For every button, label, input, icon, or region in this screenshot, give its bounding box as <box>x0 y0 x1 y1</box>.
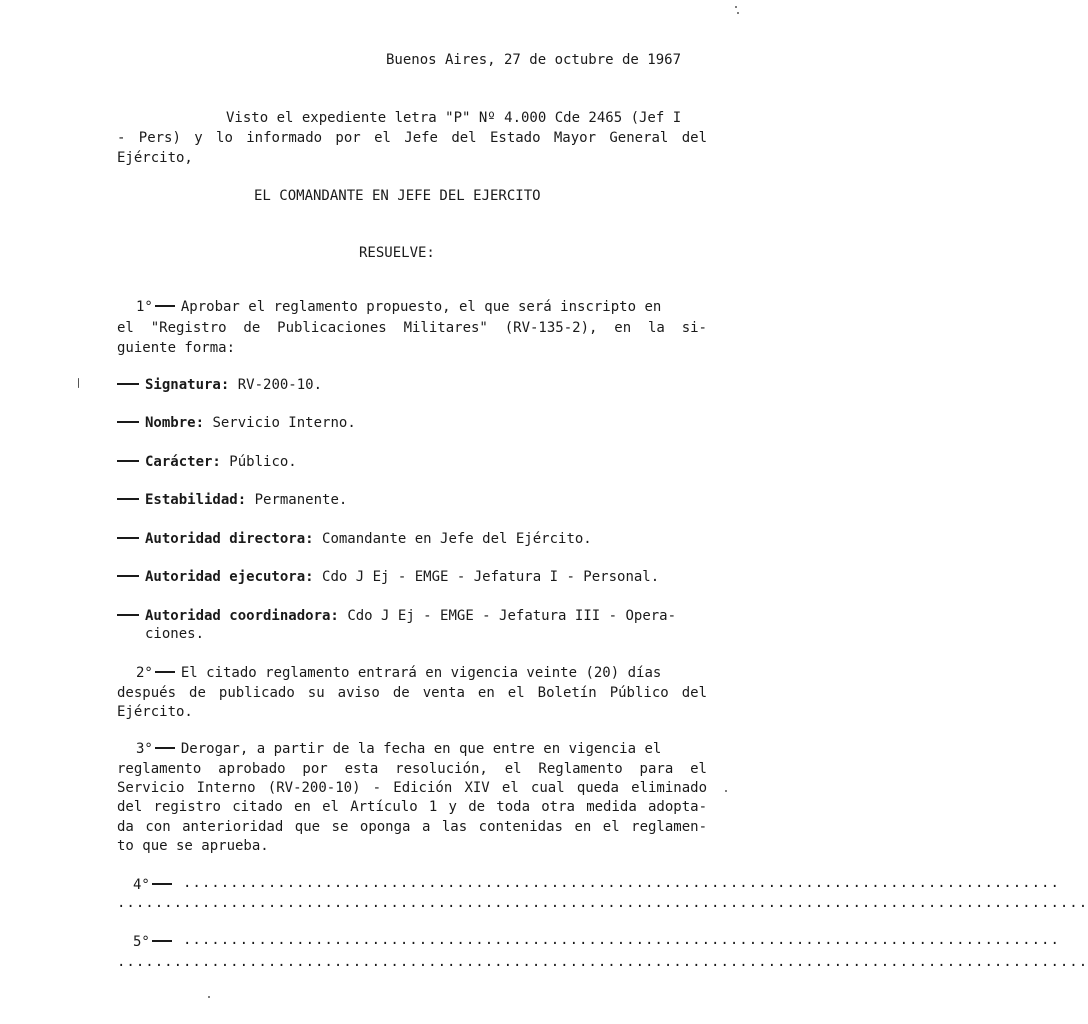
scan-speck <box>735 6 737 8</box>
article-3-line-4: del registro citado en el Artículo 1 y de toda otra medida adopta- <box>117 799 707 815</box>
article-2-text: El citado reglamento entrará en vigencia veinte (20) días <box>180 665 662 681</box>
field-estabilidad <box>117 490 347 510</box>
authority-heading: EL COMANDANTE EN JEFE DEL EJERCITO <box>254 188 541 204</box>
em-dash <box>117 421 139 423</box>
em-dash <box>117 460 139 462</box>
field-label: Nombre: <box>145 415 205 431</box>
em-dash <box>155 671 175 673</box>
article-3-text: Derogar, a partir de la fecha en que entre en vigencia el <box>180 741 662 757</box>
article-3-line-3: Servicio Interno (RV-200-10) - Edición XIV el cual queda eliminado <box>117 780 707 796</box>
article-3-first-line <box>136 739 661 759</box>
field-autoridad-directora <box>117 529 592 549</box>
field-label: Autoridad coordinadora: <box>145 608 339 624</box>
field-value: Comandante en Jefe del Ejército. <box>322 531 592 547</box>
article-2-first-line <box>136 663 661 683</box>
scan-speck <box>737 12 739 14</box>
article-number: 2° <box>136 665 153 681</box>
resolve-heading: RESUELVE: <box>359 245 435 261</box>
preamble-line-1: Visto el expediente letra "P" Nº 4.000 Cde 2465 (Jef I <box>226 110 682 126</box>
article-number: 4° <box>133 877 150 893</box>
article-3-line-2: reglamento aprobado por esta resolución, el Reglamento para el <box>117 761 707 777</box>
scan-speck <box>208 996 210 998</box>
field-autoridad-coordinadora-cont: ciones. <box>145 626 205 642</box>
article-3-line-6: to que se aprueba. <box>117 838 269 854</box>
article-1-line-2: el "Registro de Publicaciones Militares" (RV-135-2), en la si- <box>117 320 707 336</box>
field-value: Cdo J Ej - EMGE - Jefatura III - Opera- <box>347 608 677 624</box>
dotted-fill: ....................................................................................................... <box>117 895 1088 911</box>
em-dash <box>117 498 139 500</box>
field-label: Signatura: <box>145 377 230 393</box>
field-label: Carácter: <box>145 454 221 470</box>
field-autoridad-coordinadora <box>117 606 676 626</box>
scan-speck <box>78 378 79 388</box>
em-dash <box>117 537 139 539</box>
article-3-line-5: da con anterioridad que se oponga a las contenidas en el reglamen- <box>117 819 707 835</box>
field-label: Autoridad directora: <box>145 531 314 547</box>
article-2-line-2: después de publicado su aviso de venta en el Boletín Público del <box>117 685 707 701</box>
field-value: Cdo J Ej - EMGE - Jefatura I - Personal. <box>322 569 660 585</box>
em-dash <box>117 575 139 577</box>
field-value: RV-200-10. <box>237 377 323 393</box>
article-number: 3° <box>136 741 153 757</box>
field-label: Autoridad ejecutora: <box>145 569 314 585</box>
article-4-first-line <box>133 875 178 895</box>
field-label: Estabilidad: <box>145 492 247 508</box>
em-dash <box>155 305 175 307</box>
article-1-line-3: guiente forma: <box>117 340 236 356</box>
field-caracter <box>117 452 297 472</box>
em-dash <box>152 883 172 885</box>
article-number: 1° <box>136 299 153 315</box>
article-1-first-line <box>136 297 661 317</box>
dotted-fill: ............................................................................................. <box>183 875 1060 891</box>
em-dash <box>117 383 139 385</box>
em-dash <box>152 940 172 942</box>
em-dash <box>117 614 139 616</box>
scan-speck <box>725 790 727 792</box>
field-nombre <box>117 413 356 433</box>
preamble-line-3: Ejército, <box>117 150 193 166</box>
preamble-line-2: - Pers) y lo informado por el Jefe del Estado Mayor General del <box>117 130 707 146</box>
article-5-first-line <box>133 932 178 952</box>
article-1-text: Aprobar el reglamento propuesto, el que será inscripto en <box>180 299 662 315</box>
field-autoridad-ejecutora <box>117 567 659 587</box>
field-value: Permanente. <box>254 492 348 508</box>
dotted-fill: ....................................................................................................... <box>117 954 1088 970</box>
field-value: Público. <box>229 454 297 470</box>
dotted-fill: ............................................................................................. <box>183 932 1060 948</box>
field-signatura <box>117 375 322 395</box>
em-dash <box>155 747 175 749</box>
article-number: 5° <box>133 934 150 950</box>
date-line: Buenos Aires, 27 de octubre de 1967 <box>386 52 682 68</box>
field-value: Servicio Interno. <box>212 415 356 431</box>
article-2-line-3: Ejército. <box>117 704 193 720</box>
